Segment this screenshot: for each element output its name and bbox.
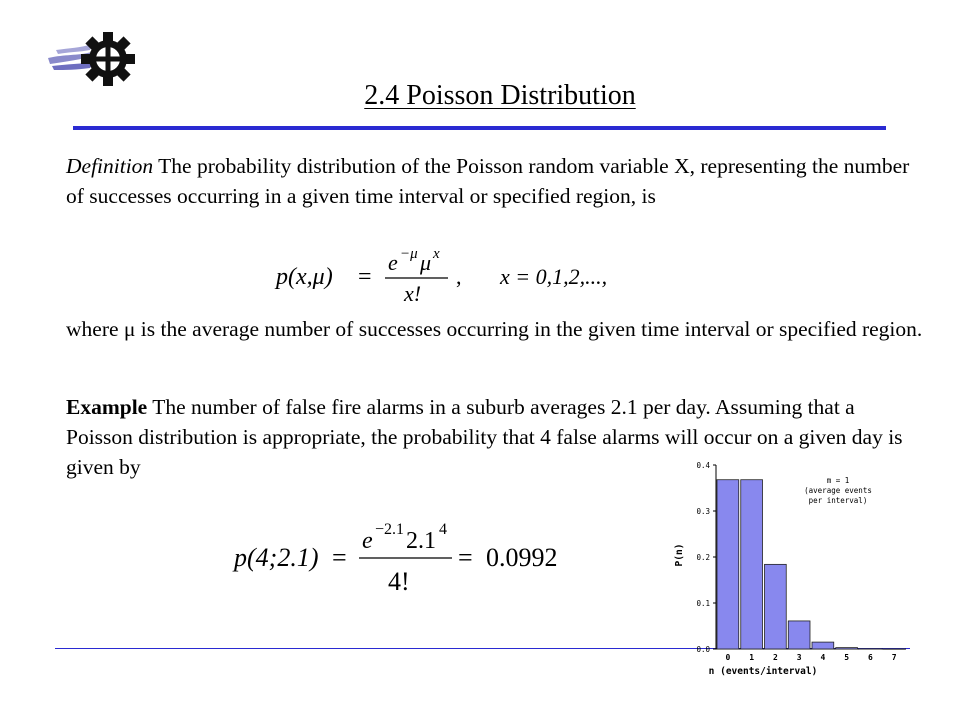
chart-x-axis-label: n (events/interval) [708, 666, 818, 677]
chart-bar [717, 480, 739, 649]
formula2-lhs: p(4;2.1) [234, 543, 319, 572]
chart-annotation-line: per interval) [808, 496, 868, 505]
chart-bar [788, 621, 810, 649]
poisson-pmf-formula [270, 248, 640, 304]
chart-x-tick-label: 2 [772, 653, 778, 662]
example-text: The number of false fire alarms in a suburb averages 2.1 per day. Assuming that a Poisson distribution is appropriate, the probability that 4 false alarms will occur on a given day is given by [66, 395, 903, 479]
chart-y-tick-label: 0.4 [696, 461, 710, 470]
chart-y-tick-label: 0.0 [696, 645, 710, 654]
chart-y-tick-label: 0.1 [696, 599, 710, 608]
chart-x-tick-label: 7 [891, 653, 897, 662]
definition-label: Definition [66, 154, 154, 178]
slide-title: 2.4 Poisson Distribution [364, 80, 636, 111]
chart-bar [812, 642, 834, 649]
formula2-num-base: e [362, 528, 373, 554]
gear-icon [81, 32, 135, 86]
formula1-num-mu: μ [420, 250, 432, 275]
chart-x-tick-label: 1 [749, 653, 755, 662]
formula1-num-exp: −μ [400, 248, 418, 262]
chart-x-tick-label: 5 [844, 653, 850, 662]
chart-bar [765, 564, 787, 649]
where-paragraph: where μ is the average number of successes occurring in the given time interval or specified region. [66, 317, 923, 341]
chart-x-tick-label: 0 [725, 653, 731, 662]
chart-y-axis-label: P(n) [674, 543, 685, 567]
formula2-num-mid: 2.1 [406, 528, 436, 554]
example-label: Example [66, 395, 148, 419]
chart-annotation-line: m = 1 [826, 476, 850, 485]
example-calculation-formula [228, 520, 563, 596]
chart-x-tick-label: 6 [867, 653, 873, 662]
chart-annotation [804, 476, 872, 505]
chart-bar [836, 648, 858, 649]
definition-text: The probability distribution of the Poisson random variable X, representing the number of successes occurring in a given time interval or specified region, is [66, 154, 910, 208]
chart-x-tick-label: 3 [796, 653, 802, 662]
title-underline-rule [73, 126, 886, 130]
formula2-equals-2: = [458, 543, 473, 572]
poisson-bar-chart [668, 455, 918, 685]
formula2-num-exp: −2.1 [375, 521, 405, 538]
formula2-equals-1: = [332, 543, 347, 572]
chart-y-tick-label: 0.2 [696, 553, 710, 562]
formula2-num-mid-exp: 4 [439, 521, 447, 538]
formula2-result: 0.0992 [486, 543, 558, 572]
chart-bars [717, 480, 905, 650]
chart-annotation-line: (average events [804, 486, 872, 495]
definition-paragraph [66, 151, 926, 211]
formula2-denominator: 4! [388, 567, 410, 596]
chart-y-ticks [696, 461, 716, 654]
formula1-num-base: e [388, 250, 398, 275]
formula1-domain: x = 0,1,2,..., [500, 264, 608, 289]
formula1-num-mu-exp: x [433, 248, 440, 262]
formula1-denominator: x! [404, 281, 422, 304]
formula1-equals: = [358, 264, 372, 290]
chart-bar [741, 480, 763, 649]
chart-x-ticks [725, 653, 896, 662]
chart-y-tick-label: 0.3 [696, 507, 710, 516]
formula1-comma: , [456, 264, 462, 289]
formula1-lhs: p(x,μ) [276, 264, 333, 290]
chart-x-tick-label: 4 [820, 653, 826, 662]
